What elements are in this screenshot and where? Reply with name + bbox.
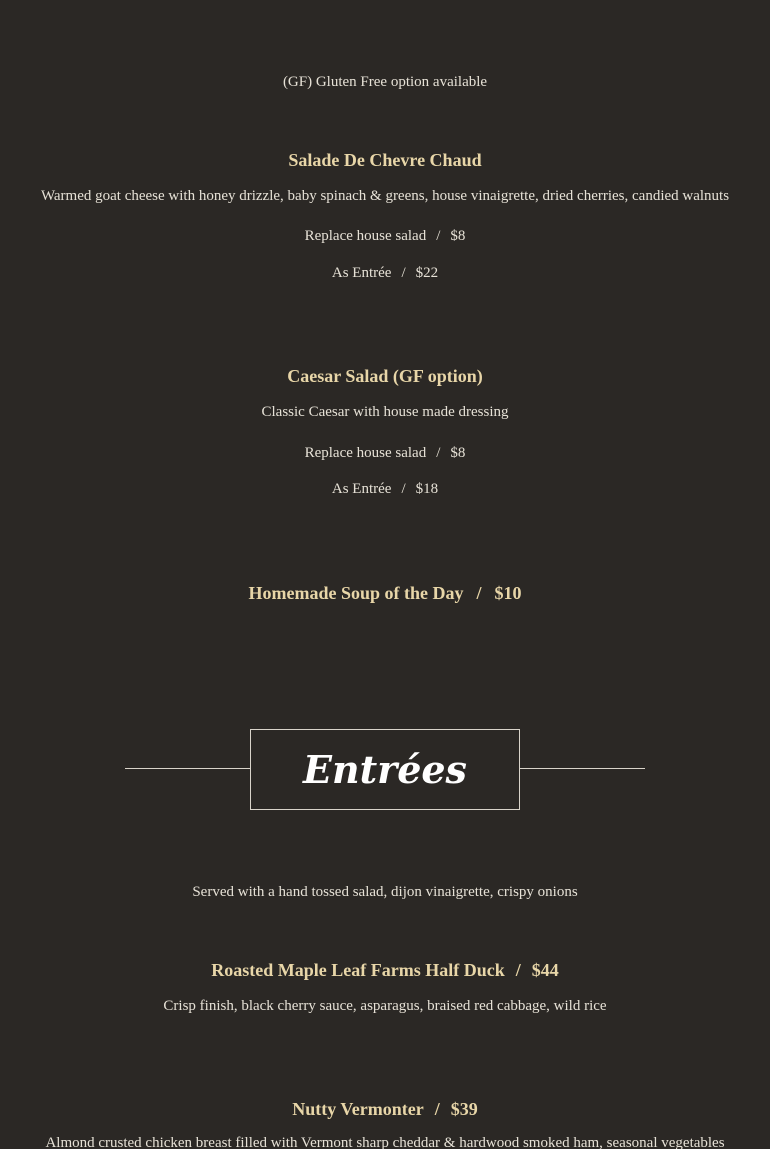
price-separator: / [401,481,406,497]
option-label: As Entrée [331,481,392,497]
option-price: $8 [450,228,466,244]
option-price: $8 [450,445,466,461]
price-separator: / [515,960,521,980]
salad-2-title: Caesar Salad (GF option) [287,366,483,386]
option-label: Replace house salad [304,445,427,461]
option-price: $18 [415,481,439,497]
section-divider-right [520,768,645,769]
gluten-free-note: (GF) Gluten Free option available [282,74,488,90]
salad-2-option-entree [0,481,770,498]
soup-title-line [0,583,770,604]
soup-title: Homemade Soup of the Day [248,583,464,603]
entree-title: Nutty Vermonter [292,1099,424,1119]
entree-price: $39 [450,1099,478,1119]
price-separator: / [401,265,406,281]
entree-1-title-line [0,960,770,981]
option-label: As Entrée [331,265,392,281]
salad-2-description: Classic Caesar with house made dressing [261,404,509,420]
price-separator: / [434,1099,440,1119]
entree-1-description: Crisp finish, black cherry sauce, asparagus, braised red cabbage, wild rice [163,998,607,1014]
salad-2-option-replace [0,445,770,462]
salad-1-title: Salade De Chevre Chaud [288,150,482,170]
option-price: $22 [415,265,439,281]
price-separator: / [436,228,441,244]
entrees-note: Served with a hand tossed salad, dijon vinaigrette, crispy onions [192,884,578,900]
entrees-heading: Entrées [303,747,467,792]
entree-title: Roasted Maple Leaf Farms Half Duck [211,960,505,980]
entrees-heading-box [250,729,520,810]
entree-2-title-line [0,1099,770,1120]
salad-1-description: Warmed goat cheese with honey drizzle, baby spinach & greens, house vinaigrette, dried cherries, candied walnuts [40,188,730,204]
entree-price: $44 [531,960,559,980]
soup-price: $10 [494,583,522,603]
salad-1-option-entree [0,265,770,282]
option-label: Replace house salad [304,228,427,244]
section-divider-left [125,768,250,769]
salad-1-option-replace [0,228,770,245]
price-separator: / [436,445,441,461]
price-separator: / [476,583,482,603]
entree-2-description: Almond crusted chicken breast filled with Vermont sharp cheddar & hardwood smoked ham, seasonal vegetables [45,1135,725,1149]
